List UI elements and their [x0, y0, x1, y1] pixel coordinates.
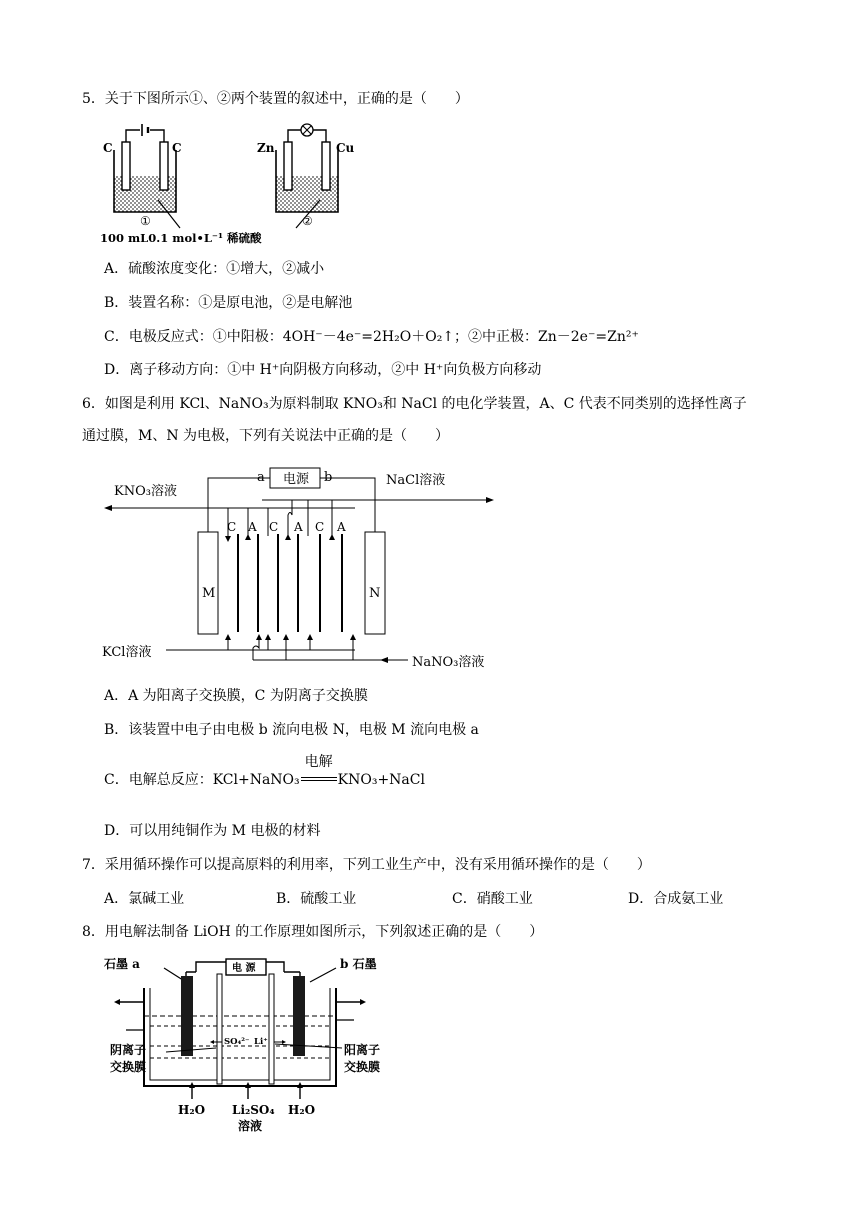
electrode-label: Cu — [336, 141, 355, 155]
terminal-a-label: a — [257, 470, 265, 485]
q7-option-b[interactable]: B．硫酸工业 — [276, 891, 357, 907]
q5-option-b[interactable]: B．装置名称：①是原电池，②是电解池 — [104, 295, 353, 311]
electrode-m — [198, 532, 218, 634]
membrane-label: A — [248, 520, 257, 534]
equation-condition: 电解 — [300, 770, 338, 790]
kcl-inlet-label: KCl溶液 — [102, 645, 152, 660]
power-supply-label: 电源 — [283, 472, 310, 487]
q7-option-d[interactable]: D．合成氨工业 — [628, 891, 724, 907]
q6-option-c-products: KNO₃+NaCl — [337, 772, 425, 788]
q8-figure — [104, 954, 404, 1134]
right-membrane-label: 交换膜 — [344, 1060, 381, 1074]
nacl-outlet-label: NaCl溶液 — [386, 473, 446, 488]
lithium-ion: Li⁺ — [254, 1037, 268, 1047]
q6-option-b[interactable]: B．该装置中电子由电极 b 流向电极 N，电极 M 流向电极 a — [104, 722, 479, 738]
electrode-m-label: M — [202, 586, 216, 601]
device-number: ① — [140, 214, 151, 228]
question-7-stem: 7．采用循环操作可以提高原料的利用率，下列工业生产中，没有采用循环操作的是（ ） — [82, 857, 651, 873]
q6-figure — [100, 460, 495, 672]
q6-option-a[interactable]: A．A 为阳离子交换膜，C 为阴离子交换膜 — [104, 688, 368, 704]
water-inlet-right: H₂O — [288, 1103, 316, 1117]
membrane-label: C — [227, 520, 237, 534]
question-6-stem-line1: 6．如图是利用 KCl、NaNO₃为原料制取 KNO₃和 NaCl 的电化学装置，A、C 代表不同类别的选择性离子 — [82, 396, 747, 412]
left-membrane-label: 交换膜 — [110, 1060, 147, 1074]
membrane-label: A — [294, 520, 303, 534]
electrode-n-label: N — [369, 586, 381, 601]
membrane-label: A — [337, 520, 346, 534]
membrane-label: C — [315, 520, 325, 534]
li2so4-inlet: Li₂SO₄ — [232, 1103, 275, 1117]
membrane-label: C — [269, 520, 279, 534]
electrode-n — [365, 532, 385, 634]
q7-option-c[interactable]: C．硝酸工业 — [452, 891, 533, 907]
right-membrane-label: 阳离子 — [344, 1043, 381, 1057]
nano3-inlet-label: NaNO₃溶液 — [412, 655, 485, 670]
solution-label: 溶液 — [238, 1119, 263, 1133]
q5-option-a[interactable]: A．硫酸浓度变化：①增大，②减小 — [104, 261, 325, 277]
water-inlet-left: H₂O — [178, 1103, 206, 1117]
question-6-stem-line2: 通过膜，M、N 为电极，下列有关说法中正确的是（ ） — [82, 428, 450, 444]
device-number: ② — [302, 214, 313, 228]
electrode-label: C — [103, 141, 113, 155]
graphite-a-electrode — [181, 976, 193, 1056]
q7-option-a[interactable]: A．氯碱工业 — [104, 891, 185, 907]
q5-figure — [100, 120, 380, 248]
device-1 — [103, 124, 182, 228]
q6-option-c[interactable] — [104, 754, 425, 790]
graphite-b-label: b 石墨 — [340, 957, 377, 971]
power-label: 电 源 — [232, 963, 256, 974]
terminal-b-label: b — [324, 470, 333, 485]
left-membrane-label: 阴离子 — [110, 1043, 147, 1057]
graphite-a-label: 石墨 a — [104, 957, 140, 971]
question-8-stem: 8．用电解法制备 LiOH 的工作原理如图所示，下列叙述正确的是（ ） — [82, 924, 544, 940]
figure-caption: 100 mL0.1 mol•L⁻¹ 稀硫酸 — [100, 231, 262, 245]
device-2 — [257, 124, 355, 228]
q6-option-d[interactable]: D．可以用纯铜作为 M 电极的材料 — [104, 823, 321, 839]
electrode-label: Zn — [257, 141, 275, 155]
sulfate-ion: SO₄²⁻ — [224, 1037, 250, 1047]
electrode-label: C — [172, 141, 182, 155]
q5-option-c[interactable]: C．电极反应式：①中阳极：4OH⁻－4e⁻=2H₂O＋O₂↑；②中正极：Zn－2e⁻=Zn²⁺ — [104, 329, 639, 345]
q5-option-d[interactable]: D．离子移动方向：①中 H⁺向阴极方向移动，②中 H⁺向负极方向移动 — [104, 362, 542, 378]
kno3-outlet-label: KNO₃溶液 — [114, 484, 177, 499]
question-5-stem: 5．关于下图所示①、②两个装置的叙述中，正确的是（ ） — [82, 91, 469, 107]
graphite-b-electrode — [293, 976, 305, 1056]
q6-option-c-reactants: C．电解总反应：KCl+NaNO₃ — [104, 772, 300, 788]
